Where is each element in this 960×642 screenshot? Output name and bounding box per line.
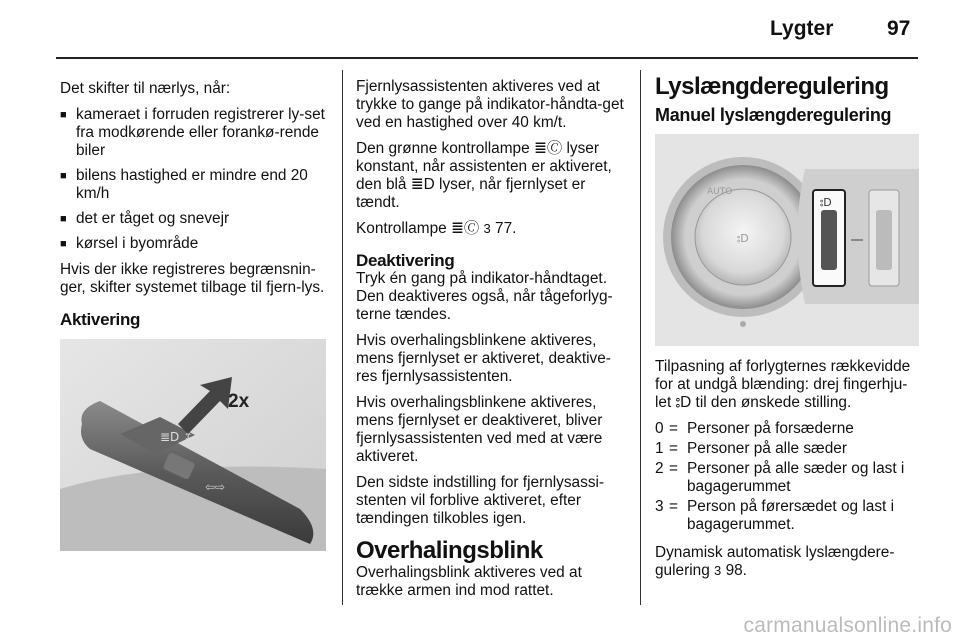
light-switch-illustration	[655, 134, 919, 346]
svg-text:≣D ↕: ≣D ↕	[160, 430, 194, 444]
paragraph: Tryk én gang på indikator-håndtaget. Den deaktiveres også, når tågeforlyg-terne tændes.	[356, 270, 613, 323]
control-lamp-text: Kontrollampe ≣🄫	[356, 220, 480, 237]
svg-text:⦂D: ⦂D	[737, 232, 749, 245]
paragraph: Fjernlysassistenten aktiveres ved at trykke to gange på indikator-håndta-get ved en hastighed over 40 km/t.	[356, 78, 624, 131]
conditions-list	[60, 106, 327, 253]
list-item: 3 = Person på førersædet og last i bagagerummet.	[655, 498, 895, 533]
light-switch-figure	[655, 134, 919, 346]
page-ref-symbol: 3	[714, 563, 722, 578]
section-heading: Overhalingsblink	[356, 537, 543, 564]
dial-label: AUTO	[707, 187, 733, 197]
stalk-illustration	[60, 339, 326, 551]
svg-text:⇦⇨: ⇦⇨	[205, 480, 226, 494]
page-title: Lygter	[770, 17, 834, 40]
list-item: ■ det er tåget og snevejr	[60, 210, 327, 228]
svg-text:⦂D: ⦂D	[820, 196, 832, 209]
header-rule	[56, 57, 918, 59]
paragraph: Overhalingsblink aktiveres ved at trække armen ind mod rattet.	[356, 564, 582, 599]
column-1	[60, 70, 327, 551]
indicator-stalk-figure	[60, 339, 326, 551]
page-ref-symbol: 3	[483, 221, 491, 236]
paragraph: Hvis overhalingsblinkene aktiveres, mens fjernlyset er aktiveret, deaktive-res fjernlysassistenten.	[356, 332, 611, 385]
paragraph: Dynamisk automatisk lyslængdere-gulering 3 98.	[655, 544, 895, 579]
column-2	[356, 70, 624, 608]
list-item: 1 = Personer på alle sæder	[655, 440, 847, 457]
paragraph: Den sidste indstilling for fjernlysassi-stenten vil forblive aktiveret, efter tændingen tilkobles igen.	[356, 474, 605, 527]
paragraph	[356, 220, 624, 238]
list-item: 2 = Personer på alle sæder og last i bagagerummet	[655, 460, 905, 495]
column-divider	[640, 70, 641, 605]
section-heading: Lyslængderegulering	[655, 73, 889, 100]
section-heading: Deaktivering	[356, 251, 455, 270]
column-divider	[342, 70, 343, 605]
paragraph: Hvis der ikke registreres begrænsnin-ger, skifter systemet tilbage til fjern-lys.	[60, 261, 325, 296]
paragraph: Den grønne kontrollampe ≣🄫 lyser konstant, når assistenten er aktiveret, den blå ≣D lyser, når fjernlyset er tændt.	[356, 140, 612, 211]
page-ref[interactable]: 77.	[495, 220, 517, 237]
list-item: 0 = Personer på forsæderne	[655, 420, 854, 437]
list-item: ■ kameraet i forruden registrerer ly-set fra modkørende eller forankø-rende biler	[60, 106, 327, 160]
paragraph: Tilpasning af forlygternes rækkevidde for at undgå blænding: drej fingerhju-let ⦂D til den ønskede stilling.	[655, 358, 911, 411]
list-item: ■ kørsel i byområde	[60, 235, 327, 253]
column-3	[655, 70, 919, 588]
section-heading: Aktivering	[60, 310, 141, 329]
watermark: carmanualsonline.info	[743, 614, 952, 637]
page-ref[interactable]: 98.	[725, 562, 747, 579]
list-item: ■ bilens hastighed er mindre end 20 km/h	[60, 167, 327, 203]
position-list	[655, 420, 919, 534]
figure-label: 2x	[228, 391, 250, 412]
paragraph: Hvis overhalingsblinkene aktiveres, mens fjernlyset er deaktiveret, bliver fjernlysassistenten ved med at være aktiveret.	[356, 394, 603, 465]
subsection-heading: Manuel lyslængderegulering	[655, 105, 892, 125]
page-number: 97	[887, 17, 911, 40]
intro-text: Det skifter til nærlys, når:	[60, 80, 231, 97]
